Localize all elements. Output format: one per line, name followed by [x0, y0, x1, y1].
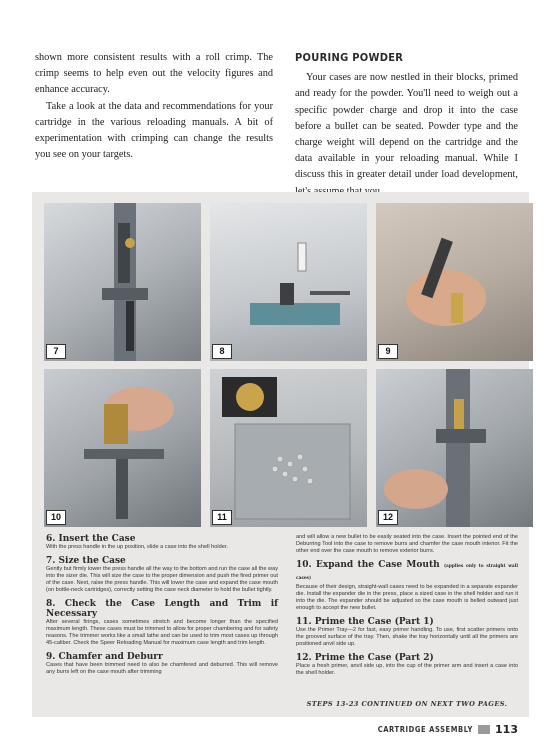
footer-section-title: CARTRIDGE ASSEMBLY	[377, 725, 474, 734]
step-title	[296, 560, 518, 584]
step-7	[46, 556, 278, 594]
step-number-badge: 8	[212, 344, 232, 359]
step-text: Because of their design, straight-wall cases need to be expanded in a separate expander die. Install the expander die in the press, place a sized case in the shell holder and run it into the die. The expander should be adjusted so the case mouth is belled outward just enough to accept the new bullet.	[296, 584, 518, 611]
section-heading: POURING POWDER	[295, 51, 404, 64]
photo-prime-case	[376, 369, 533, 527]
step-number-badge: 9	[378, 344, 398, 359]
step-text: After several firings, cases sometimes stretch and become longer than the specified maximum length. These cases must be trimmed to allow for proper chambering and for safety reasons. The trimmer works like a small lathe and can be used to trim most cases up through 45-caliber. Check the Speer Reloading Manual for maximum case length and trim length.	[46, 619, 278, 646]
deburr-illustration	[376, 203, 533, 361]
right-column	[295, 50, 518, 200]
captions-right	[296, 534, 518, 682]
step-8	[46, 599, 278, 647]
step-9	[46, 652, 278, 676]
page-footer	[378, 723, 518, 736]
step-title: 7. Size the Case	[46, 556, 126, 566]
step-12	[296, 653, 518, 677]
step-title: 6. Insert the Case	[46, 534, 136, 544]
body-paragraph: Take a look at the data and recommendations for your cartridge in the various reloading manuals. A bit of experimentation with crimping can change the results you see on your targets.	[35, 100, 273, 161]
step-text: Gently but firmly lower the press handle all the way to the bottom and run the case all the way into the sizer die. This will size the case to the proper dimension and push the fired primer out of the case. Next, raise the press handle. This will lower the case and expand the case mouth (on bottle-neck cartridges), correctly setting the case neck diameter to hold the bullet tightly.	[46, 566, 278, 593]
prime-illustration	[376, 369, 533, 527]
step-6	[46, 534, 278, 551]
expand-illustration	[44, 369, 201, 527]
photo-case-trimmer	[210, 203, 367, 361]
step-number-badge: 12	[378, 510, 398, 525]
step-title-text: 10. Expand the Case Mouth	[296, 560, 440, 570]
photo-expand-case	[44, 369, 201, 527]
photo-deburr	[376, 203, 533, 361]
body-paragraph: Your cases are now nestled in their blocks, primed and ready for the powder. You'll need to weigh out a specific powder charge and drop it into the case before a bullet can be seated. Powder type and the charge weight will depend on the cartridge and the data available in your reloading manual. While I discuss this in greater detail under load development,	[295, 72, 518, 181]
step-title: 11. Prime the Case (Part 1)	[296, 617, 434, 627]
photo-primer-tray	[210, 369, 367, 527]
footer-separator	[478, 725, 490, 734]
photo-insert-case	[44, 203, 201, 361]
step-note: (applies only to straight wall cases)	[296, 564, 518, 581]
body-paragraph: shown more consistent results with a roll crimp. The crimp seems to help even out the velocity figures and enhance accuracy.	[35, 52, 273, 96]
page-number: 113	[495, 723, 518, 736]
captions-left	[46, 534, 278, 681]
step-title: 12. Prime the Case (Part 2)	[296, 653, 434, 663]
step-number-badge: 7	[46, 344, 66, 359]
step-text: Cases that have been trimmed need to also be chamfered and deburred. This will remove any burrs left on the case mouth after trimming	[46, 662, 278, 675]
step-text: and will allow a new bullet to be easily seated into the case. Insert the pointed end of the Deburring Tool into the case to remove burrs and chamfer the case mouth interior. Fit the other end over the case mouth to remove exterior burrs.	[296, 534, 518, 554]
press-illustration	[44, 203, 201, 361]
left-column	[35, 50, 273, 163]
step-title: 8. Check the Case Length and Trim if Necessary	[46, 599, 278, 619]
primer-tray-illustration	[210, 369, 367, 527]
step-number-badge: 10	[46, 510, 66, 525]
step-number-badge: 11	[212, 510, 232, 525]
step-9-continued	[296, 534, 518, 555]
continued-note: STEPS 13-23 CONTINUED ON NEXT TWO PAGES.	[306, 700, 508, 708]
step-text: Use the Primer Tray—2 for fast, easy primer handling. To use, first scatter primers onto the grooved surface of the tray. Then, shake the tray horizontally until all the primers are positioned anvil side up.	[296, 627, 518, 647]
step-11	[296, 617, 518, 648]
step-10	[296, 560, 518, 612]
step-text: Place a fresh primer, anvil side up, into the cup of the primer arm and insert a case into the shell holder.	[296, 663, 518, 676]
step-title: 9. Chamfer and Deburr	[46, 652, 163, 662]
trimmer-illustration	[210, 203, 367, 361]
step-text: With the press handle in the up position, slide a case into the shell holder.	[46, 544, 228, 550]
